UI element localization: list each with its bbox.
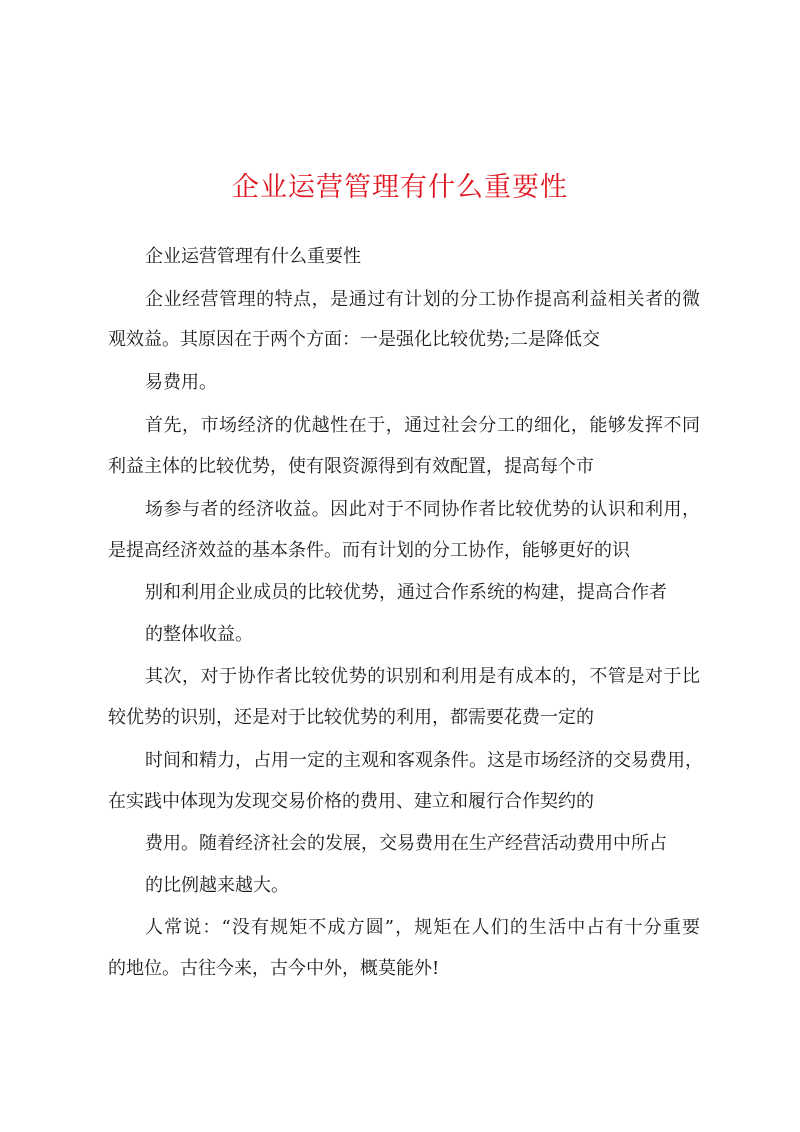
- paragraph-line: 别和利用企业成员的比较优势，通过合作系统的构建，提高合作者: [145, 582, 667, 603]
- paragraph-line: 较优势的识别，还是对于比较优势的利用，都需要花费一定的: [108, 707, 594, 728]
- document-title: 企业运营管理有什么重要性: [232, 172, 568, 203]
- paragraph-line: 首先，市场经济的优越性在于，通过社会分工的细化，能够发挥不同: [145, 415, 700, 436]
- paragraph-line: 企业运营管理有什么重要性: [145, 246, 361, 267]
- paragraph-line: 的整体收益。: [145, 624, 253, 645]
- paragraph-line: 场参与者的经济收益。因此对于不同协作者比较优势的认识和利用，: [145, 499, 700, 520]
- paragraph-line: 在实践中体现为发现交易价格的费用、建立和履行合作契约的: [108, 791, 594, 812]
- paragraph-line: 其次，对于协作者比较优势的识别和利用是有成本的，不管是对于比: [145, 666, 700, 687]
- paragraph-line: 的比例越来越大。: [145, 875, 289, 896]
- paragraph-line: 是提高经济效益的基本条件。而有计划的分工协作，能够更好的识: [108, 540, 630, 561]
- paragraph-line: 易费用。: [145, 372, 217, 393]
- paragraph-line: 的地位。古往今来，古今中外，概莫能外!: [108, 958, 440, 979]
- paragraph-line: 人常说：“没有规矩不成方圆”，规矩在人们的生活中占有十分重要: [145, 917, 700, 938]
- paragraph-line: 时间和精力，占用一定的主观和客观条件。这是市场经济的交易费用，: [145, 750, 703, 771]
- paragraph-line: 观效益。其原因在于两个方面：一是强化比较优势;二是降低交: [108, 329, 601, 350]
- paragraph-line: 利益主体的比较优势，使有限资源得到有效配置，提高每个市: [108, 456, 594, 477]
- paragraph-line: 费用。随着经济社会的发展，交易费用在生产经营活动费用中所占: [145, 833, 667, 854]
- paragraph-line: 企业经营管理的特点，是通过有计划的分工协作提高利益相关者的微: [145, 289, 700, 310]
